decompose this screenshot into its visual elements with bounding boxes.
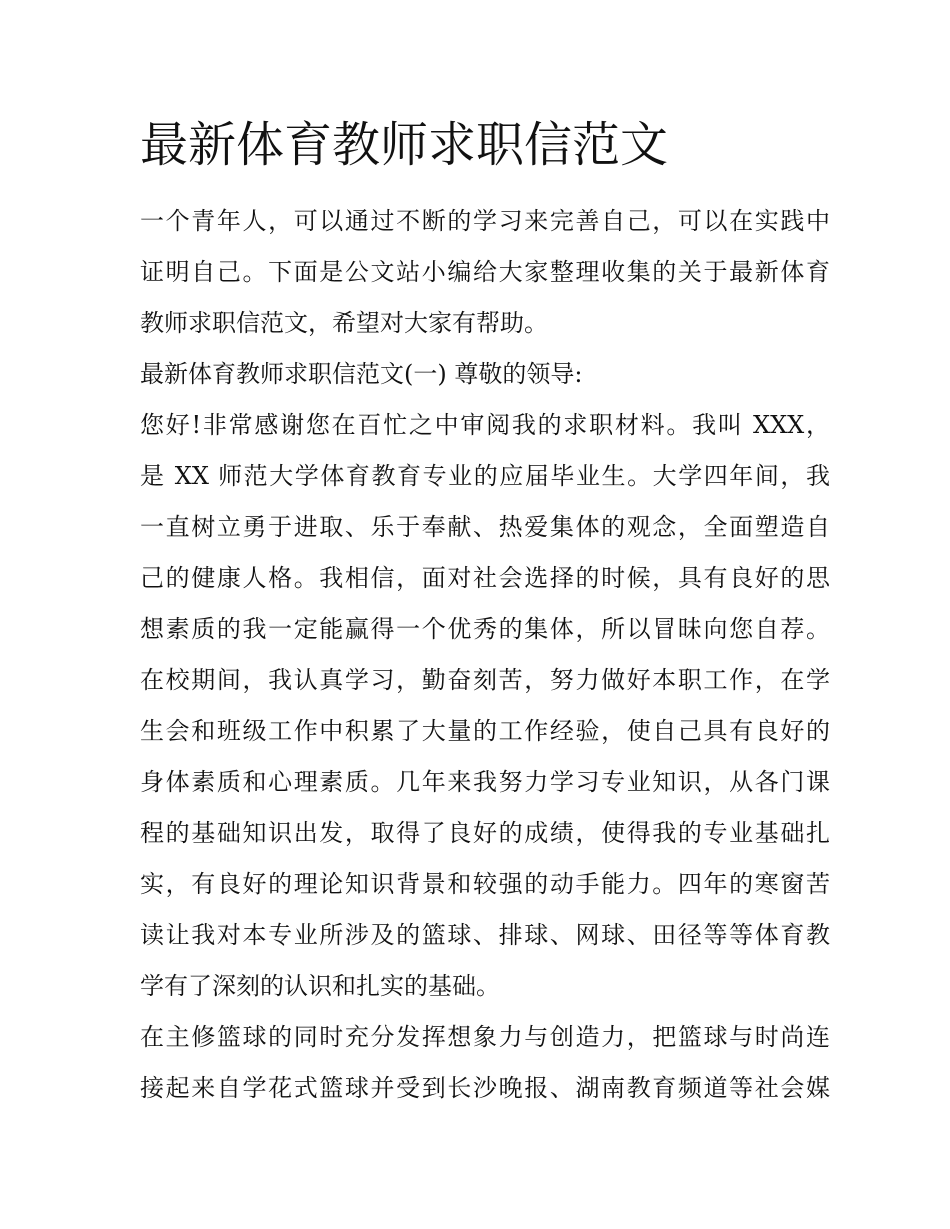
text-line: 一直树立勇于进取、乐于奉献、热爱集体的观念，全面塑造自 xyxy=(140,513,830,541)
text-line: 读让我对本专业所涉及的篮球、排球、网球、田径等等体育教 xyxy=(140,921,830,949)
text-line: 程的基础知识出发，取得了良好的成绩，使得我的专业基础扎 xyxy=(140,819,830,847)
text-line: 己的健康人格。我相信，面对社会选择的时候，具有良好的思 xyxy=(140,564,830,592)
text-line: 生会和班级工作中积累了大量的工作经验，使自己具有良好的 xyxy=(140,717,830,745)
text-line: 在主修篮球的同时充分发挥想象力与创造力，把篮球与时尚连 xyxy=(140,1023,830,1051)
text-line: 接起来自学花式篮球并受到长沙晚报、湖南教育频道等社会媒 xyxy=(140,1074,830,1102)
text-line: 在校期间，我认真学习，勤奋刻苦，努力做好本职工作，在学 xyxy=(140,666,830,694)
text-line: 一个青年人，可以通过不断的学习来完善自己，可以在实践中 xyxy=(140,207,830,235)
text-line: 最新体育教师求职信范文(一) 尊敬的领导: xyxy=(140,360,583,388)
text-line: 学有了深刻的认识和扎实的基础。 xyxy=(140,972,500,1000)
page-title: 最新体育教师求职信范文 xyxy=(140,117,669,173)
text-line: 证明自己。下面是公文站小编给大家整理收集的关于最新体育 xyxy=(140,258,830,286)
text-line: 教师求职信范文，希望对大家有帮助。 xyxy=(140,309,548,337)
body-text xyxy=(140,196,830,1114)
text-line: 实，有良好的理论知识背景和较强的动手能力。四年的寒窗苦 xyxy=(140,870,830,898)
text-line: 身体素质和心理素质。几年来我努力学习专业知识，从各门课 xyxy=(140,768,830,796)
text-line: 是 XX 师范大学体育教育专业的应届毕业生。大学四年间，我 xyxy=(140,462,830,490)
text-line: 想素质的我一定能赢得一个优秀的集体，所以冒昧向您自荐。 xyxy=(140,615,830,643)
text-line: 您好!非常感谢您在百忙之中审阅我的求职材料。我叫 XXX， xyxy=(140,411,830,439)
